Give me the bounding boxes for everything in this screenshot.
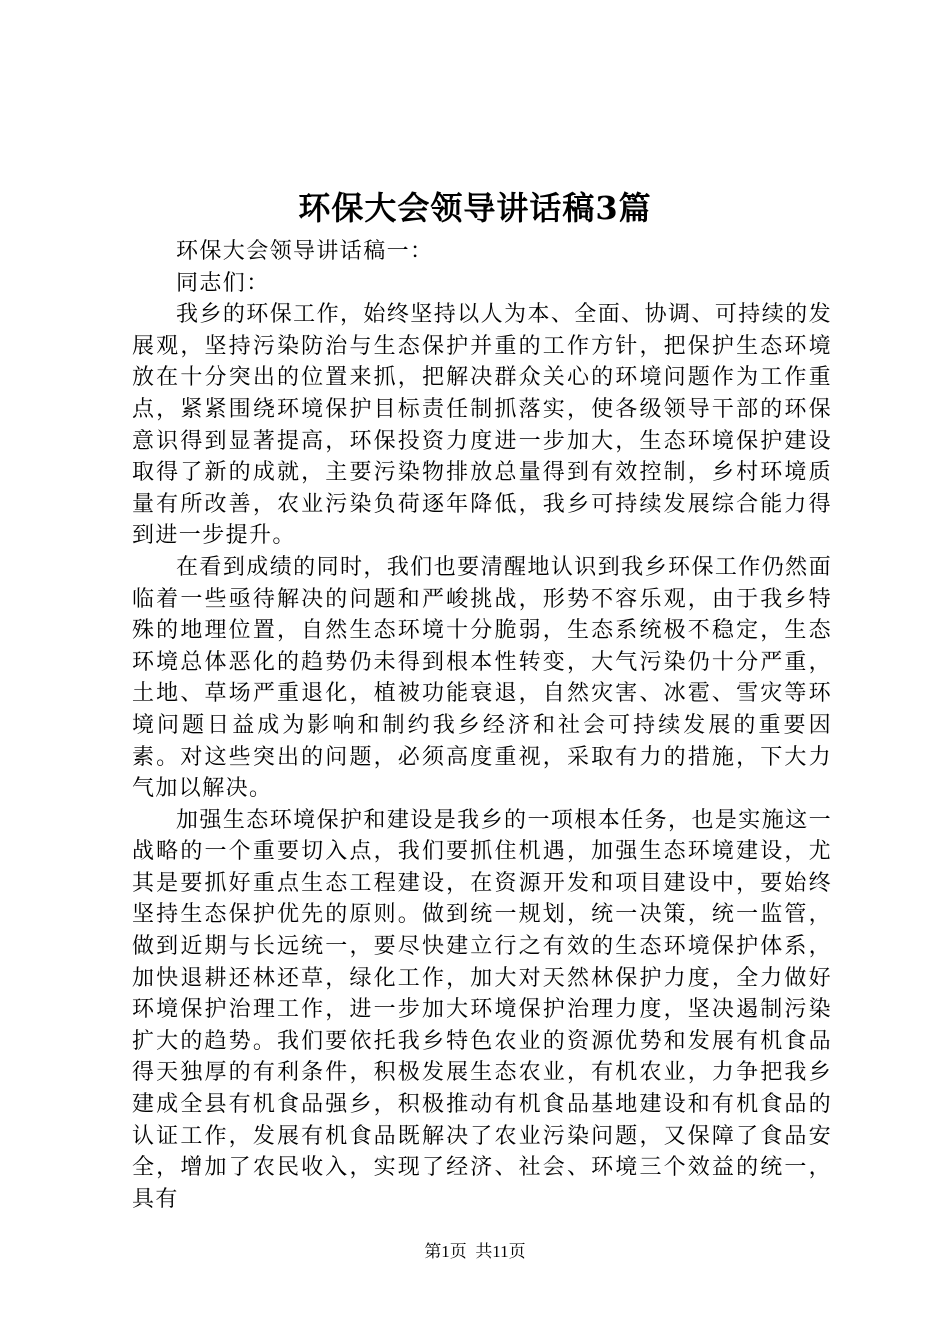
document-body <box>132 236 832 1215</box>
paragraph: 我乡的环保工作，始终坚持以人为本、全面、协调、可持续的发展观，坚持污染防治与生态保护并重的工作方针，把保护生态环境放在十分突出的位置来抓，把解决群众关心的环境问题作为工作重点，紧紧围绕环境保护目标责任制抓落实，使各级领导干部的环保意识得到显著提高，环保投资力度进一步加大，生态环境保护建设取得了新的成就，主要污染物排放总量得到有效控制，乡村环境质量有所改善，农业污染负荷逐年降低，我乡可持续发展综合能力得到进一步提升。 <box>132 302 832 549</box>
paragraph-heading: 环保大会领导讲话稿一： <box>176 239 434 264</box>
paragraph-salutation: 同志们： <box>176 270 270 296</box>
page-number: 第1页 <box>424 1242 467 1261</box>
paragraph: 加强生态环境保护和建设是我乡的一项根本任务，也是实施这一战略的一个重要切入点，我们要抓住机遇，加强生态环境建设，尤其是要抓好重点生态工程建设，在资源开发和项目建设中，要始终坚持生态保护优先的原则。做到统一规划，统一决策，统一监管，做到近期与长远统一，要尽快建立行之有效的生态环境保护体系，加快退耕还林还草，绿化工作，加大对天然林保护力度，全力做好环境保护治理工作，进一步加大环境保护治理力度，坚决遏制污染扩大的趋势。我们要依托我乡特色农业的资源优势和发展有机食品得天独厚的有利条件，积极发展生态农业，有机农业，力争把我乡建成全县有机食品强乡，积极推动有机食品基地建设和有机食品的认证工作，发展有机食品既解决了农业污染问题，又保障了食品安全，增加了农民收入，实现了经济、社会、环境三个效益的统一，具有 <box>132 807 832 1212</box>
paragraph: 在看到成绩的同时，我们也要清醒地认识到我乡环保工作仍然面临着一些亟待解决的问题和严峻挑战，形势不容乐观，由于我乡特殊的地理位置，自然生态环境十分脆弱，生态系统极不稳定，生态环境总体恶化的趋势仍未得到根本性转变，大气污染仍十分严重，土地、草场严重退化，植被功能衰退，自然灾害、冰雹、雪灾等环境问题日益成为影响和制约我乡经济和社会可持续发展的重要因素。对这些突出的问题，必须高度重视，采取有力的措施，下大力气加以解决。 <box>132 554 832 802</box>
page-footer <box>0 1240 950 1264</box>
page-title: 环保大会领导讲话稿3篇 <box>298 189 652 227</box>
page-total: 共11页 <box>475 1242 526 1261</box>
